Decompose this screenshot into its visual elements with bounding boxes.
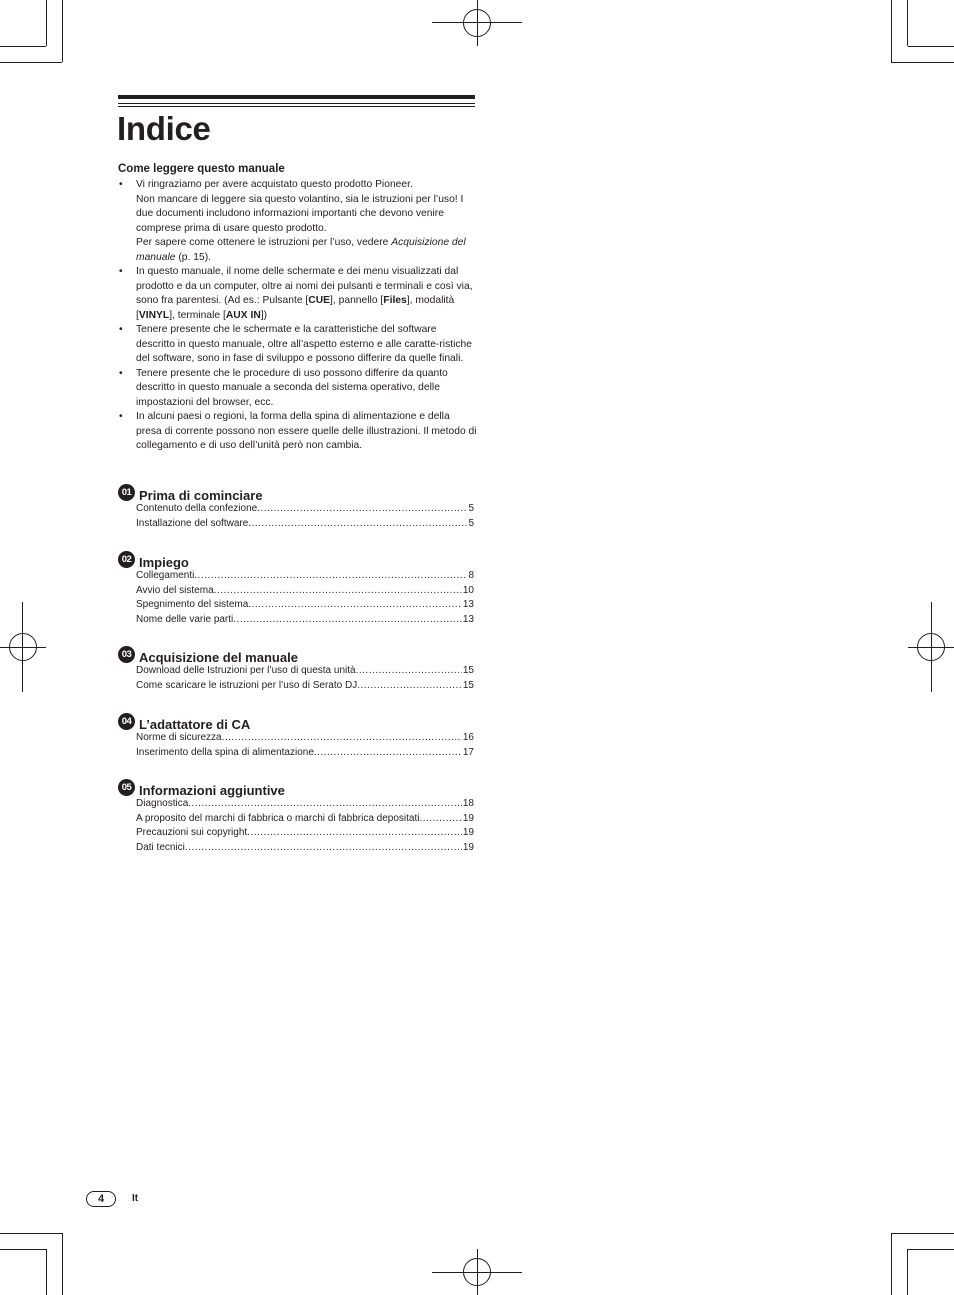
toc-entry-title: Collegamenti: [136, 570, 195, 581]
toc-section: [118, 712, 474, 760]
toc-entry-title: Precauzioni sui copyright: [136, 827, 248, 838]
toc-entry-title: Nome delle varie parti: [136, 613, 234, 625]
chapter-title: Impiego: [139, 554, 189, 570]
bullet-text: ], pannello [: [330, 295, 384, 306]
toc-entry-page: 13: [462, 599, 474, 610]
bullet-marker: •: [119, 367, 123, 379]
toc-entry-list: [136, 664, 474, 693]
page-title: Indice: [117, 110, 211, 147]
toc-entry-page: 17: [462, 746, 474, 758]
toc-entry-page: 19: [462, 827, 474, 838]
toc-entry-page: 19: [462, 812, 474, 824]
toc-entry-title: Norme di sicurezza: [136, 732, 222, 743]
bullet-marker: •: [119, 411, 123, 422]
toc-entry-page: 5: [468, 517, 474, 529]
toc-leader-dots: [314, 746, 462, 761]
toc-section-heading: [118, 550, 474, 568]
chapter-number-badge: 02: [118, 551, 135, 568]
page-number: 4: [86, 1191, 116, 1207]
toc-section-heading: [118, 483, 474, 501]
toc-entry-list: [136, 502, 474, 531]
bullet-text: In alcuni paesi o regioni, la forma della spina di alimentazione e della presa di corrente possono non essere quelle delle illustrazioni. Il metodo di collegamento e di uso dell’unità però non cambia.: [136, 411, 477, 451]
bullet-text: Acquisizione del manuale: [136, 237, 466, 263]
intro-heading: Come leggere questo manuale: [118, 163, 285, 175]
toc-entry-page: 19: [462, 841, 474, 853]
toc-entry[interactable]: [136, 679, 474, 694]
toc-entry-page: 13: [462, 613, 474, 625]
intro-bullet: [118, 323, 478, 367]
toc-entry-title: Come scaricare le istruzioni per l’uso di Serato DJ: [136, 679, 358, 691]
toc-leader-dots: [357, 679, 462, 694]
toc-entry-list: [136, 569, 474, 627]
toc-entry-list: [136, 731, 474, 760]
toc-entry[interactable]: [136, 841, 474, 856]
toc-entry-page: 10: [462, 584, 474, 596]
toc-entry-title: Diagnostica: [136, 798, 189, 809]
toc-leader-dots: [356, 664, 462, 679]
bullet-text: Tenere presente che le schermate e la caratteristiche del software descritto in questo manuale, oltre all’aspetto esterno e alle caratte-ristiche del software, sono in fase di sviluppo e possono differire da quelle finali.: [136, 324, 472, 364]
toc-leader-dots: [222, 731, 462, 746]
toc-entry-title: Download delle Istruzioni per l’uso di questa unità: [136, 665, 356, 676]
language-label: It: [132, 1193, 139, 1204]
toc-entry[interactable]: [136, 598, 474, 613]
toc-entry[interactable]: [136, 826, 474, 841]
toc-leader-dots: [247, 826, 462, 841]
toc-entry-page: 5: [468, 503, 474, 514]
toc-section: [118, 778, 474, 855]
bullet-text: ], terminale [: [169, 309, 226, 321]
bullet-text: CUE: [308, 295, 331, 306]
toc-entry-title: Spegnimento del sistema: [136, 599, 249, 610]
bullet-text: Non mancare di leggere sia questo volantino, sia le istruzioni per l’uso! I due documenti includono informazioni importanti che devono venire comprese prima di usare questo prodotto.: [136, 193, 464, 234]
toc-entry-title: A proposito del marchi di fabbrica o marchi di fabbrica depositati: [136, 812, 420, 824]
chapter-title: Prima di cominciare: [139, 487, 263, 503]
bullet-marker: •: [119, 324, 123, 335]
toc-section: [118, 645, 474, 693]
toc-leader-dots: [257, 502, 467, 517]
toc-leader-dots: [188, 797, 462, 812]
intro-bullet: [118, 265, 478, 323]
toc-entry-page: 15: [462, 679, 474, 691]
bullet-text: (p. 15).: [175, 251, 211, 263]
bullet-text: Per sapere come ottenere le istruzioni per l’uso, vedere: [136, 237, 392, 248]
bullet-text: ], modalità [: [136, 295, 455, 321]
toc-entry[interactable]: [136, 584, 474, 599]
title-rule-thin-2: [118, 106, 475, 107]
intro-bullet: [118, 410, 478, 454]
toc-section: [118, 483, 474, 531]
toc-leader-dots: [194, 569, 467, 584]
toc-entry-page: 18: [462, 798, 474, 809]
toc-entry-title: Installazione del software: [136, 517, 249, 529]
bullet-text: VINYL: [138, 309, 170, 321]
bullet-marker: •: [119, 179, 123, 190]
toc-entry-title: Inserimento della spina di alimentazione: [136, 746, 314, 758]
title-rule-thin: [118, 103, 475, 104]
intro-bullet: [118, 367, 478, 411]
intro-bullet-list: [118, 178, 478, 454]
toc-section-heading: [118, 645, 474, 663]
bullet-text: AUX IN: [225, 309, 261, 321]
toc-entry[interactable]: [136, 517, 474, 532]
chapter-title: L’adattatore di CA: [139, 716, 251, 732]
toc-entry[interactable]: [136, 746, 474, 761]
title-rule: [118, 95, 475, 99]
bullet-marker: •: [119, 266, 123, 277]
toc-section-heading: [118, 712, 474, 730]
bullet-text: ]): [260, 309, 268, 321]
toc-entry-page: 15: [462, 665, 474, 676]
toc-entry-title: Dati tecnici: [136, 841, 185, 853]
toc-leader-dots: [214, 584, 462, 599]
chapter-number-badge: 04: [118, 713, 135, 730]
chapter-number-badge: 01: [118, 484, 135, 501]
toc-entry-page: 16: [462, 732, 474, 743]
toc-section: [118, 550, 474, 627]
toc-entry[interactable]: [136, 664, 474, 679]
toc-entry-list: [136, 797, 474, 855]
chapter-number-badge: 05: [118, 779, 135, 796]
toc-entry-page: 8: [468, 570, 474, 581]
toc-entry[interactable]: [136, 731, 474, 746]
toc-leader-dots: [419, 812, 461, 827]
toc-section-heading: [118, 778, 474, 796]
toc-leader-dots: [248, 517, 467, 532]
bullet-text: Files: [383, 295, 407, 306]
toc-leader-dots: [233, 613, 462, 628]
toc-entry[interactable]: [136, 502, 474, 517]
bullet-text: Vi ringraziamo per avere acquistato questo prodotto Pioneer.: [136, 179, 413, 190]
toc-leader-dots: [248, 598, 462, 613]
toc-entry[interactable]: [136, 812, 474, 827]
toc-entry[interactable]: [136, 797, 474, 812]
chapter-number-badge: 03: [118, 646, 135, 663]
chapter-title: Acquisizione del manuale: [139, 649, 298, 665]
intro-bullet: [118, 178, 478, 265]
chapter-title: Informazioni aggiuntive: [139, 782, 285, 798]
toc-entry-title: Avvio del sistema: [136, 584, 214, 596]
bullet-text: In questo manuale, il nome delle schermate e dei menu visualizzati dal prodotto e da un computer, oltre ai nomi dei pulsanti e terminali e così via, sono fra parentesi. (Ad es.: Pulsante [: [136, 266, 473, 306]
toc-leader-dots: [185, 841, 462, 856]
toc-entry-title: Contenuto della confezione: [136, 503, 258, 514]
toc-entry[interactable]: [136, 613, 474, 628]
bullet-text: Tenere presente che le procedure di uso possono differire da quanto descritto in questo manuale a seconda del sistema operativo, delle impostazioni del browser, ecc.: [136, 367, 448, 408]
toc-entry[interactable]: [136, 569, 474, 584]
